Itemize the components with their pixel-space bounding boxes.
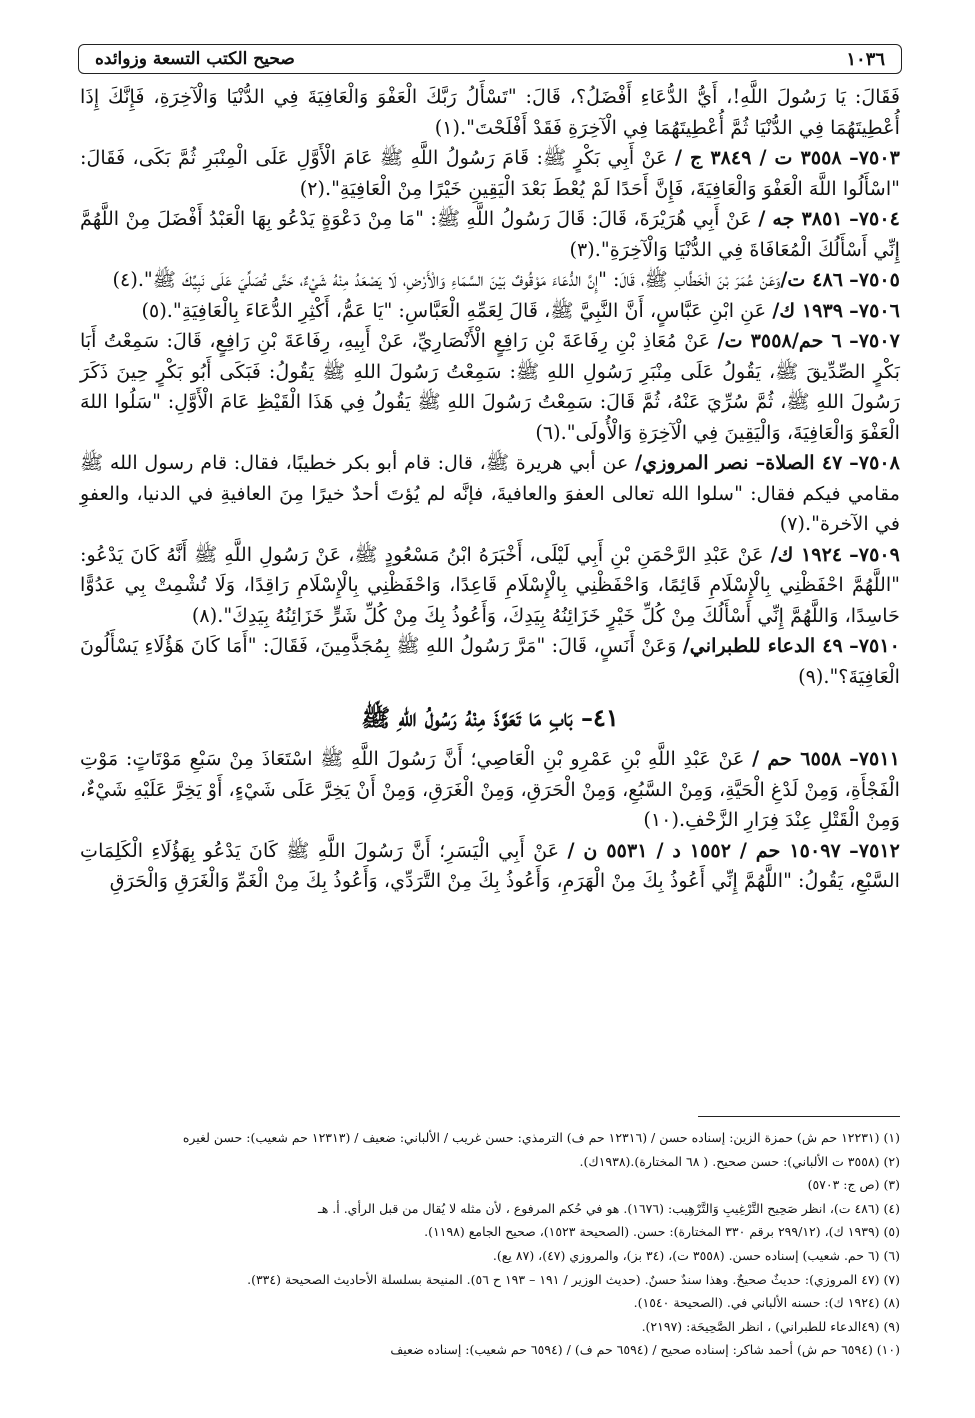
hadith-7506 — [80, 296, 900, 327]
hadith-number: ٧٥٠٣– — [849, 146, 900, 169]
footnote: (٤) (٤٨٦ ت)، انظر صَحِيح التَّرْغِيبِ وَالتَّرْهِيب: (١٦٧٦). هو في حُكم المرفوع ، لأن مثله لا يُقال من قبل الرأي. أ. هـ — [318, 1200, 900, 1216]
running-header — [78, 44, 902, 74]
hadith-7505 — [80, 265, 900, 296]
hadith-source: ٣٨٥١ جه / — [758, 207, 843, 230]
hadith-number: ٧٥١١– — [849, 747, 900, 770]
footnote: (٩) (٤٩الدعاء للطبراني) ، انظر الصَّحِيحَة: (٢١٩٧). — [641, 1318, 900, 1334]
hadith-text: وَعَنْ عُمَرَ بْنَ الْخَطَّابِ ﷺ، قَالَ: "إِنَّ الدُّعَاءَ مَوْقُوفٌ بَيْنَ السَّمَاءِ وَالْأَرْضِ، لَا يَصْعَدُ مِنْهُ شَيْءٌ، حَتَّى تُصَلِّيَ عَلَى نَبِيِّكَ ﷺ".(٤) — [112, 268, 781, 291]
footnote-divider — [698, 1116, 900, 1117]
footnotes — [80, 1126, 900, 1362]
hadith-text: عَنْ مُعَاذِ بْنِ رِفَاعَةَ بْنِ رَافِعٍ الْأَنْصَارِيِّ، عَنْ أَبِيهِ، رِفَاعَةَ بْنِ رَافِعٍ، قَالَ: سَمِعْتُ أَبَا بَكْرٍ الصِّدِّيقَ ﷺ، يَقُولُ عَلَى مِنْبَرِ رَسُولِ اللهِ ﷺ: سَمِعْتُ رَسُولَ اللهِ ﷺ يَقُولُ: فَبَكَى أَبُو بَكْرٍ حِينَ ذَكَرَ رَسُولَ اللهِ ﷺ، ثُمَّ سُرِّيَ عَنْهُ، ثُمَّ قَالَ: سَمِعْتُ رَسُولَ اللهِ ﷺ يَقُولُ فِي هَذَا الْقَيْظِ عَامَ الْأَوَّلِ: "سَلُوا اللهَ الْعَفْوَ وَالْعَافِيَةَ، وَالْيَقِينَ فِي الْآخِرَةِ وَالْأُولَى".(٦) — [80, 329, 900, 444]
hadith-source: ١٥٠٩٧ حم / ١٥٥٢ د / ٥٥٣١ ن / — [567, 838, 841, 862]
hadith-source: ١٩٢٤ ك/ — [770, 542, 843, 566]
hadith-number: ٧٥١٢– — [849, 838, 900, 862]
hadith-7504 — [80, 204, 900, 265]
hadith-text: عَنِ ابْنِ عَبَّاسٍ، أَنَّ النَّبِيَّ ﷺ، قَالَ لِعَمِّهِ الْعَبَّاسِ: "يَا عَمُّ، أَكْثِرِ الدُّعَاءَ بِالْعَافِيَةِ".(٥) — [141, 298, 767, 322]
hadith-number: ٧٥٠٧– — [849, 329, 900, 352]
hadith-source: ٦ حم/٣٥٥٨ ت/ — [717, 329, 842, 352]
hadith-text: وَعَنْ أَنَسٍ، قَالَ: "مَرَّ رَسُولُ اللهِ ﷺ بِمُجَذَّمِينَ، فَقَالَ: "أَمَا كَانَ هَؤُلَاءِ يَسْأَلُونَ الْعَافِيَةَ؟".(٩) — [80, 634, 900, 688]
footnote: (٣) (ص ج: ٥٧٠٣) — [807, 1177, 900, 1193]
hadith-number: ٧٥١٠– — [849, 634, 900, 657]
hadith-continuation — [80, 82, 900, 143]
hadith-number: ٧٥٠٩– — [849, 542, 900, 566]
footnote: (١) (١٢٢٣١ حم ش) حمزة الزين: إسناده حسن / (١٢٣١٦ حم ف) الترمذي: حسن غريب / الألباني: ضعيف / (١٢٣١٣ حم شعيب): حسن لغيره — [182, 1130, 900, 1145]
hadith-text: عَنْ أَبِي هُرَيْرَةَ، قَالَ: قَالَ رَسُولُ اللَّهِ ﷺ: "مَا مِنْ دَعْوَةٍ يَدْعُو بِهَا الْعَبْدُ أَفْضَلَ مِنْ اللَّهُمَّ إِنِّي أَسْأَلُكَ الْمُعَافَاةَ فِي الدُّنْيَا وَالْآخِرَةِ".(٣) — [80, 207, 900, 261]
hadith-number: ٧٥٠٨– — [849, 451, 900, 474]
hadith-7509 — [80, 540, 900, 632]
hadith-text: عَنْ أَبِي بَكْرٍ ﷺ: قَامَ رَسُولُ اللَّهِ ﷺ عَامَ الْأَوَّلِ عَلَى الْمِنْبَرِ ثُمَّ بَكَى، فَقَالَ: "اسْأَلُوا اللَّهَ الْعَفْوَ وَالْعَافِيَةَ، فَإِنَّ أَحَدًا لَمْ يُعْطَ بَعْدَ الْيَقِينِ خَيْرًا مِنْ الْعَافِيَةِ".(٢) — [80, 146, 900, 200]
section-title: ٤١– بَابِ مَا تَعَوَّذَ مِنْهُ رَسُولُ اللهِ ﷺ — [361, 703, 619, 732]
hadith-7507 — [80, 326, 900, 448]
footnote: (٧) (٤٧ المروزي): حديثٌ صحيحٌ. وهذا سندٌ حسنٌ. (حديث الوزير / ١٩١ – ١٩٣ ح ٥٦). المنيحة بسلسلة الأحاديث الصحيحة (٣٣٤). — [247, 1271, 900, 1287]
hadith-7503 — [80, 143, 900, 204]
hadith-source: ٤٧ الصلاة– نصر المروزي/ — [635, 451, 843, 474]
hadith-text: فَقَالَ: يَا رَسُولَ اللَّهِ!، أَيُّ الدُّعَاءِ أَفْضَلُ؟، قَالَ: "تَسْأَلُ رَبَّكَ الْعَفْوَ وَالْعَافِيَةَ فِي الدُّنْيَا وَالْآخِرَةِ، فَإِنَّكَ إِذَا أُعْطِيتَهُمَا فِي الدُّنْيَا ثُمَّ أُعْطِيتَهُمَا فِي الْآخِرَةِ فَقَدْ أَفْلَحْتَ".(١) — [80, 85, 900, 139]
book-title: صحيح الكتب التسعة وزوائده — [95, 49, 295, 69]
hadith-text: عَنْ أَبِي الْيَسَرِ؛ أَنَّ رَسُولَ اللَّهِ ﷺ كَانَ يَدْعُو بِهَؤُلَاءِ الْكَلِمَاتِ السَّبْعِ، يَقُولُ: "اللَّهُمَّ إِنِّي أَعُوذُ بِكَ مِنْ الْهَرَمِ، وَأَعُوذُ بِكَ مِنْ التَّرَدِّي، وَأَعُوذُ بِكَ مِنْ الْغَمِّ وَالْغَرَقِ وَالْحَرَقِ — [80, 838, 900, 892]
hadith-text: عَنْ عَبْدِ الرَّحْمَنِ بْنِ أَبِي لَيْلَى، أَخْبَرَهُ ابْنُ مَسْعُودٍ ﷺ، عَنْ رَسُولِ اللَّهِ ﷺ أَنَّهُ كَانَ يَدْعُو: "اللَّهُمَّ احْفَظْنِي بِالْإِسْلَامِ قَائِمًا، وَاحْفَظْنِي بِالْإِسْلَامِ قَاعِدًا، وَاحْفَظْنِي بِالْإِسْلَامِ رَاقِدًا، وَلَا تُشْمِتْ بِي عَدُوًّا حَاسِدًا، وَاللَّهُمَّ إِنِّي أَسْأَلُكَ مِنْ كُلِّ خَيْرٍ خَزَائِنُهُ بِيَدِكَ، وَأَعُوذُ بِكَ مِنْ كُلِّ شَرٍّ خَزَائِنُهُ بِيَدِكَ".(٨) — [80, 542, 900, 627]
hadith-number: ٧٥٠٥– — [849, 268, 900, 291]
main-text — [80, 82, 900, 897]
hadith-source: ٣٥٥٨ ت / ٣٨٤٩ ج / — [674, 146, 842, 169]
hadith-source: ١٩٣٩ ك/ — [772, 298, 844, 322]
footnote: (٥) (١٩٣٩ ك)، (٢٩٩/١٢ برقم ٣٣٠ المختارة): حسن. (الصحيحة ١٥٢٣)، صحيح الجامع (١١٩٨). — [424, 1224, 900, 1240]
footnote: (٨) (١٩٢٤ ك): حسنه الألباني في. (الصحيحة ١٥٤٠). — [633, 1295, 900, 1311]
hadith-7508 — [80, 448, 900, 540]
hadith-text: عَنْ عَبْدِ اللَّهِ بْنِ عَمْرِو بْنِ الْعَاصِي؛ أَنَّ رَسُولَ اللَّهِ ﷺ اسْتَعَاذَ مِنْ سَبْعِ مَوْتَاتٍ: مَوْتِ الْفَجْأَةِ، وَمِنْ لَدْغِ الْحَيَّةِ، وَمِنْ السَّبُعِ، وَمِنْ الْحَرَقِ، وَمِنْ الْغَرَقِ، وَمِنْ أَنْ يَخِرَّ عَلَى شَيْءٍ، أَوْ يَخِرَّ عَلَيْهِ شَيْءٌ، وَمِنْ الْقَتْلِ عِنْدَ فِرَارِ الزَّحْفِ.(١٠) — [80, 747, 900, 831]
hadith-7510 — [80, 631, 900, 692]
footnote: (٢) (٣٥٥٨ ت الألباني): حسن صحيح. ( ٦٨ المختارة).(١٩٣٨ك). — [579, 1153, 900, 1169]
page-number: ١٠٣٦ — [846, 48, 885, 70]
hadith-7511 — [80, 744, 900, 836]
hadith-number: ٧٥٠٦– — [849, 298, 900, 322]
hadith-source: ٦٥٥٨ حم / — [752, 747, 842, 770]
hadith-number: ٧٥٠٤– — [849, 207, 900, 230]
hadith-text: عن أبي هريرة ﷺ، قال: قام أبو بكر خطيبًا، فقال: قام رسول الله ﷺ مقامي فيكم فقال: "سلوا الله تعالى العفوَ والعافيةَ، فإنَّه لم يُؤتَ أحدٌ خيرًا مِنَ العافيةِ في الدنيا، والعفوِ في الآخرة".(٧) — [80, 451, 900, 535]
hadith-7512 — [80, 836, 900, 897]
footnote: (٦) (٦ حم. شعيب) إسناده حسن. (٣٥٥٨ ت)، (٣٤ بز)، والمروزي (٤٧)، (٨٧ يع). — [492, 1247, 900, 1263]
hadith-source: ٤٩ الدعاء للطبراني/ — [682, 634, 843, 657]
footnote: (١٠) (٦٥٩٤ حم ش) أحمد شاكر: إسناده صحيح / (٦٥٩٤ حم ف) / (٦٥٩٤ حم شعيب): إسناده ضعيف — [390, 1342, 900, 1358]
hadith-source: ٤٨٦ ت/ — [780, 268, 844, 291]
